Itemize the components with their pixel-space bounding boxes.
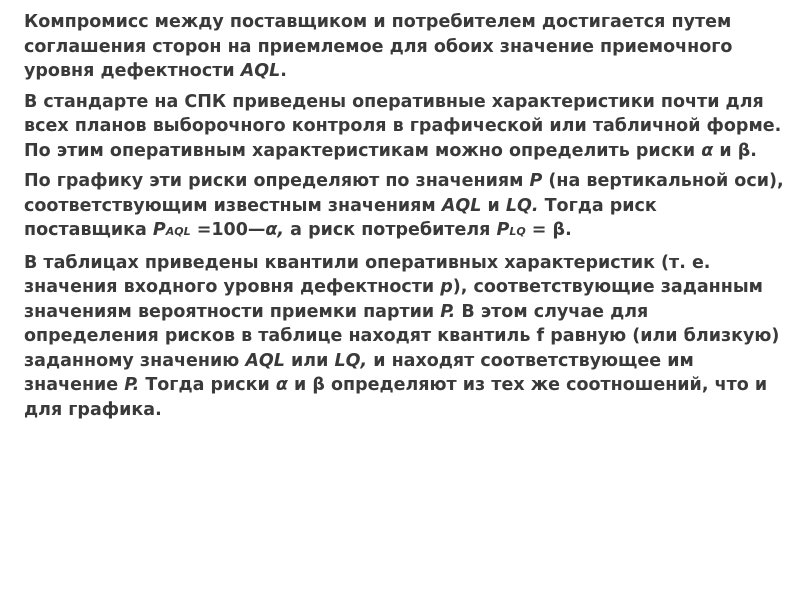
text-run: а риск потребителя [284, 220, 497, 240]
alpha-symbol: α, [265, 220, 285, 240]
lq-term: LQ. [505, 195, 539, 216]
p-lq-symbol: P [496, 220, 510, 240]
text-run: В стандарте на СПК приведены оперативные характеристики почти для всех планов выборочного контроля в графической или табличной форме. По этим оперативным характеристикам можно определить риски [24, 91, 782, 161]
p-aql-symbol: P [152, 220, 166, 240]
p-symbol: P. [124, 375, 140, 395]
lq-term: LQ, [334, 350, 368, 371]
p-symbol: P [529, 171, 543, 191]
p-symbol: P. [440, 301, 456, 322]
text-run: Тогда риск поставщика [24, 195, 657, 240]
text-run: В таблицах приведены квантили оперативных характеристик (т. е. значения входного уровня дефектности [24, 252, 711, 297]
text-run: ), соответствующие заданным значениям вероятности приемки партии [24, 277, 763, 322]
aql-term: AQL [240, 61, 281, 81]
paragraph-graph [24, 169, 784, 245]
alpha-symbol: α [701, 140, 714, 161]
text-run: и β определяют из тех же соотношений, что и для графика. [24, 375, 768, 420]
p-symbol: p [440, 277, 453, 297]
aql-term: AQL [245, 350, 285, 371]
text-run: = β. [525, 220, 572, 240]
paragraph-standard [24, 90, 784, 164]
text-run: (на вертикальной оси), соответствующим известным значениям [24, 171, 784, 216]
text-run: и находят соответствующее им значение [24, 350, 694, 395]
text-run: и β. [713, 140, 757, 161]
text-body [24, 10, 784, 428]
aql-term: AQL [441, 195, 482, 216]
text-run: Компромисс между поставщиком и потребителем достигается путем соглашения сторон на приемлемое для обоих значение приемочного уровня дефектности [24, 12, 733, 81]
paragraph-tables [24, 251, 784, 423]
p-lq-subscript: LQ [509, 225, 526, 238]
text-run: В этом случае для определения рисков в таблице находят квантиль f равную (или близкую) заданному значению [24, 301, 780, 371]
text-run: и [481, 195, 506, 216]
text-run: Тогда риски [139, 375, 276, 395]
paragraph-compromise [24, 10, 784, 84]
text-run: . [280, 61, 287, 81]
text-run: По графику эти риски определяют по значениям [24, 171, 530, 191]
text-run: =100— [190, 220, 266, 240]
p-aql-subscript: AQL [165, 225, 191, 238]
text-run: или [284, 350, 335, 371]
alpha-symbol: α [275, 375, 288, 395]
